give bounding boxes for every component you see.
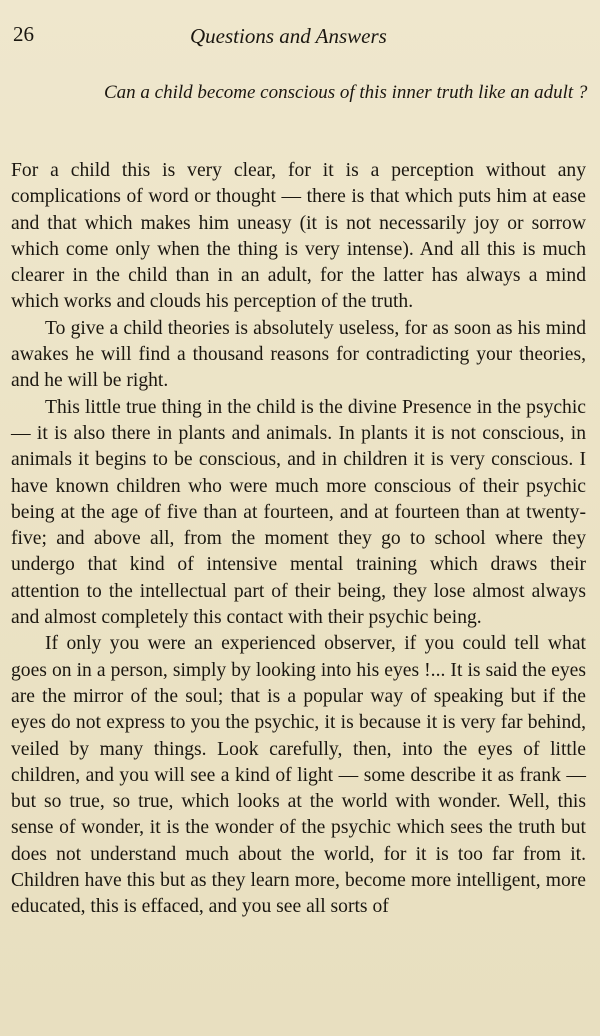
page-number: 26 [13, 22, 34, 46]
running-title: Questions and Answers [190, 24, 387, 48]
paragraph: This little true thing in the child is the divine Presence in the psychic — it is also there in plants and animals. In plants it is not conscious, in animals it begins to be conscious, and in children it is very conscious. I have known children who were much more conscious of their psychic being at the age of five than at fourteen, and at fourteen than at twenty-five; and above all, from the moment they go to school where they undergo that kind of intensive mental training which draws their attention to the intellectual part of their being, they lose almost always and almost completely this contact with their psychic being. [11, 396, 586, 629]
answer-body [11, 158, 586, 921]
question-text: Can a child become conscious of this inner truth like an adult ? [104, 82, 588, 103]
paragraph: To give a child theories is absolutely useless, for as soon as his mind awakes he will find a thousand reasons for contradicting your theories, and he will be right. [11, 317, 586, 392]
page-header [0, 20, 600, 50]
paragraph: If only you were an experienced observer, if you could tell what goes on in a person, simply by looking into his eyes !... It is said the eyes are the mirror of the soul; that is a popular way of speaking but if the eyes do not express to you the psychic, it is because it is very far behind, veiled by many things. Look carefully, then, into the eyes of little children, and you will see a kind of light — some describe it as frank — but so true, so true, which looks at the world with wonder. Well, this sense of wonder, it is the wonder of the psychic which sees the truth but does not understand much about the world, for it is too far from it. Children have this but as they learn more, become more intelligent, more educated, this is effaced, and you see all sorts of [11, 633, 586, 918]
paragraph: For a child this is very clear, for it is a perception without any complications of word or thought — there is that which puts him at ease and that which makes him uneasy (it is not necessarily joy or sorrow which come only when the thing is very intense). And all this is much clearer in the child than in an adult, for the latter has always a mind which works and clouds his perception of the truth. [11, 160, 586, 313]
